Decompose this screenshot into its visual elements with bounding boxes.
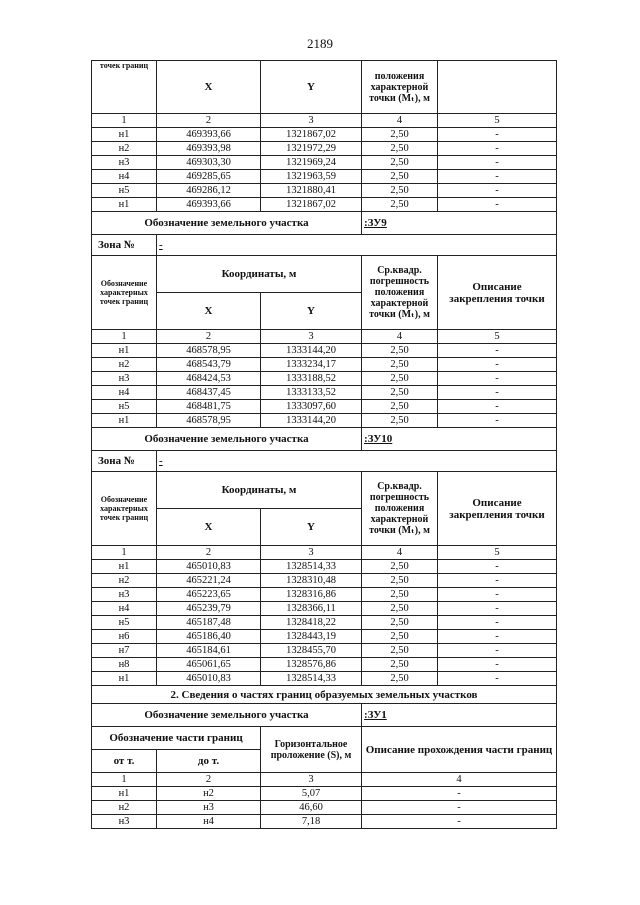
point-id: н5 xyxy=(92,400,157,414)
length-header: Горизонтальное проложение (S), м xyxy=(261,727,362,773)
precision-value: 2,50 xyxy=(362,560,438,574)
parcel-row-zu9 xyxy=(92,212,557,235)
t1-desc-header xyxy=(438,61,557,114)
colnum-3: 3 xyxy=(261,546,362,560)
description-value: - xyxy=(438,588,557,602)
table-row xyxy=(92,644,557,658)
description-value: - xyxy=(438,658,557,672)
point-id: н8 xyxy=(92,658,157,672)
coord-x: 468578,95 xyxy=(157,414,261,428)
precision-value: 2,50 xyxy=(362,184,438,198)
to-point: н2 xyxy=(157,787,261,801)
zone-row-3 xyxy=(92,451,557,472)
colnum-3: 3 xyxy=(261,114,362,128)
part-description-value: - xyxy=(362,801,557,815)
description-value: - xyxy=(438,574,557,588)
t3-colnum-row xyxy=(92,546,557,560)
precision-value: 2,50 xyxy=(362,414,438,428)
point-id: н4 xyxy=(92,386,157,400)
point-id: н3 xyxy=(92,156,157,170)
precision-value: 2,50 xyxy=(362,672,438,686)
coord-y: 1328366,11 xyxy=(261,602,362,616)
coord-y: 1328455,70 xyxy=(261,644,362,658)
coord-x: 469286,12 xyxy=(157,184,261,198)
table-row xyxy=(92,358,557,372)
table-row xyxy=(92,170,557,184)
precision-value: 2,50 xyxy=(362,170,438,184)
boundary-parts-body xyxy=(92,686,557,829)
point-id: н2 xyxy=(92,142,157,156)
description-value: - xyxy=(438,602,557,616)
to-point: н3 xyxy=(157,801,261,815)
colnum-1: 1 xyxy=(92,773,157,787)
t3-desc-header: Описание закрепления точки xyxy=(438,472,557,546)
point-id: н5 xyxy=(92,616,157,630)
t1-point-header: точек границ xyxy=(92,61,157,114)
coord-y: 1328514,33 xyxy=(261,672,362,686)
t3-coords-header: Координаты, м xyxy=(157,472,362,509)
t2-header-row-1 xyxy=(92,256,557,293)
length-value: 5,07 xyxy=(261,787,362,801)
zone-label: Зона № xyxy=(92,235,157,256)
coord-y: 1321867,02 xyxy=(261,198,362,212)
point-id: н7 xyxy=(92,644,157,658)
t1-precision-header: положения характерной точки (Mₜ), м xyxy=(362,61,438,114)
precision-value: 2,50 xyxy=(362,574,438,588)
point-id: н1 xyxy=(92,560,157,574)
section2-colnum-row xyxy=(92,773,557,787)
t2-colnum-row xyxy=(92,330,557,344)
description-value: - xyxy=(438,414,557,428)
coord-x: 465061,65 xyxy=(157,658,261,672)
t2-coords-header: Координаты, м xyxy=(157,256,362,293)
coord-y: 1333133,52 xyxy=(261,386,362,400)
coord-x: 469393,98 xyxy=(157,142,261,156)
colnum-2: 2 xyxy=(157,773,261,787)
colnum-5: 5 xyxy=(438,114,557,128)
coord-y: 1333097,60 xyxy=(261,400,362,414)
coord-y: 1321880,41 xyxy=(261,184,362,198)
point-id: н2 xyxy=(92,358,157,372)
table-row xyxy=(92,630,557,644)
t3-x-header: X xyxy=(157,509,261,546)
coord-x: 469393,66 xyxy=(157,198,261,212)
description-value: - xyxy=(438,198,557,212)
parcel-row-zu10 xyxy=(92,428,557,451)
colnum-1: 1 xyxy=(92,114,157,128)
t2-y-header: Y xyxy=(261,293,362,330)
t2-x-header: X xyxy=(157,293,261,330)
boundary-parts-table xyxy=(91,685,557,829)
point-id: н3 xyxy=(92,588,157,602)
coord-y: 1328316,86 xyxy=(261,588,362,602)
point-id: н2 xyxy=(92,574,157,588)
table-row xyxy=(92,414,557,428)
point-id: н4 xyxy=(92,602,157,616)
colnum-2: 2 xyxy=(157,546,261,560)
coord-x: 465239,79 xyxy=(157,602,261,616)
zone-label: Зона № xyxy=(92,451,157,472)
point-id: н1 xyxy=(92,414,157,428)
table-row xyxy=(92,372,557,386)
zone-row-2 xyxy=(92,235,557,256)
t3-point-header: Обозначение характерных точек границ xyxy=(92,472,157,546)
description-value: - xyxy=(438,630,557,644)
coord-x: 465186,40 xyxy=(157,630,261,644)
precision-value: 2,50 xyxy=(362,630,438,644)
description-value: - xyxy=(438,156,557,170)
table-row xyxy=(92,574,557,588)
table-row xyxy=(92,142,557,156)
coord-y: 1321969,24 xyxy=(261,156,362,170)
table-row xyxy=(92,560,557,574)
table-row xyxy=(92,198,557,212)
precision-value: 2,50 xyxy=(362,358,438,372)
t1-y-header: Y xyxy=(261,61,362,114)
table-row xyxy=(92,156,557,170)
coord-x: 468424,53 xyxy=(157,372,261,386)
precision-value: 2,50 xyxy=(362,344,438,358)
coord-x: 468481,75 xyxy=(157,400,261,414)
coord-x: 465223,65 xyxy=(157,588,261,602)
point-id: н1 xyxy=(92,128,157,142)
from-point: н2 xyxy=(92,801,157,815)
section2-parcel-row xyxy=(92,704,557,727)
t1-x-header: X xyxy=(157,61,261,114)
from-point: н1 xyxy=(92,787,157,801)
coord-y: 1321867,02 xyxy=(261,128,362,142)
length-value: 7,18 xyxy=(261,815,362,829)
table-row xyxy=(92,344,557,358)
coord-y: 1328576,86 xyxy=(261,658,362,672)
point-id: н3 xyxy=(92,372,157,386)
t2-precision-header: Ср.квадр. погрешность положения характерной точки (Mₜ), м xyxy=(362,256,438,330)
coord-x: 465010,83 xyxy=(157,560,261,574)
colnum-3: 3 xyxy=(261,330,362,344)
t1-header-row xyxy=(92,61,557,114)
coord-y: 1328418,22 xyxy=(261,616,362,630)
colnum-3: 3 xyxy=(261,773,362,787)
coord-x: 469303,30 xyxy=(157,156,261,170)
table-row xyxy=(92,672,557,686)
description-value: - xyxy=(438,184,557,198)
point-id: н1 xyxy=(92,198,157,212)
table-row xyxy=(92,801,557,815)
coord-y: 1333234,17 xyxy=(261,358,362,372)
table-row xyxy=(92,128,557,142)
description-value: - xyxy=(438,400,557,414)
table-row xyxy=(92,658,557,672)
from-point: н3 xyxy=(92,815,157,829)
colnum-4: 4 xyxy=(362,114,438,128)
section-title: 2. Сведения о частях границ образуемых земельных участков xyxy=(92,686,557,704)
t2-desc-header: Описание закрепления точки xyxy=(438,256,557,330)
point-id: н4 xyxy=(92,170,157,184)
table-row xyxy=(92,616,557,630)
precision-value: 2,50 xyxy=(362,588,438,602)
precision-value: 2,50 xyxy=(362,386,438,400)
table-row xyxy=(92,787,557,801)
coord-y: 1333144,20 xyxy=(261,414,362,428)
colnum-1: 1 xyxy=(92,546,157,560)
parcel-value: :ЗУ10 xyxy=(362,428,557,451)
coord-x: 468578,95 xyxy=(157,344,261,358)
description-value: - xyxy=(438,358,557,372)
coord-x: 469285,65 xyxy=(157,170,261,184)
precision-value: 2,50 xyxy=(362,602,438,616)
point-id: н5 xyxy=(92,184,157,198)
point-id: н1 xyxy=(92,344,157,358)
coord-y: 1333144,20 xyxy=(261,344,362,358)
part-description-value: - xyxy=(362,787,557,801)
page-number: 2189 xyxy=(307,36,333,51)
part-desc-header: Описание прохождения части границ xyxy=(362,727,557,773)
table-row xyxy=(92,386,557,400)
colnum-4: 4 xyxy=(362,546,438,560)
coord-x: 469393,66 xyxy=(157,128,261,142)
precision-value: 2,50 xyxy=(362,198,438,212)
colnum-4: 4 xyxy=(362,330,438,344)
precision-value: 2,50 xyxy=(362,128,438,142)
description-value: - xyxy=(438,386,557,400)
description-value: - xyxy=(438,616,557,630)
parcel-label: Обозначение земельного участка xyxy=(92,704,362,727)
parcel-label: Обозначение земельного участка xyxy=(92,428,362,451)
parcel-value: :ЗУ9 xyxy=(362,212,557,235)
table-row xyxy=(92,815,557,829)
colnum-5: 5 xyxy=(438,330,557,344)
coord-y: 1333188,52 xyxy=(261,372,362,386)
colnum-5: 5 xyxy=(438,546,557,560)
part-label-header: Обозначение части границ xyxy=(92,727,261,750)
part-description-value: - xyxy=(362,815,557,829)
colnum-4: 4 xyxy=(362,773,557,787)
table-row xyxy=(92,184,557,198)
coord-y: 1328310,48 xyxy=(261,574,362,588)
precision-value: 2,50 xyxy=(362,142,438,156)
zone-value: - xyxy=(157,235,557,256)
coord-y: 1321972,29 xyxy=(261,142,362,156)
description-value: - xyxy=(438,128,557,142)
coord-y: 1328514,33 xyxy=(261,560,362,574)
coord-x: 465184,61 xyxy=(157,644,261,658)
to-point: н4 xyxy=(157,815,261,829)
parcel-value: :ЗУ1 xyxy=(362,704,557,727)
t2-point-header: Обозначение характерных точек границ xyxy=(92,256,157,330)
section2-title-row xyxy=(92,686,557,704)
t1-colnum-row xyxy=(92,114,557,128)
coord-x: 465187,48 xyxy=(157,616,261,630)
precision-value: 2,50 xyxy=(362,156,438,170)
description-value: - xyxy=(438,142,557,156)
description-value: - xyxy=(438,560,557,574)
colnum-2: 2 xyxy=(157,114,261,128)
table-body xyxy=(92,61,557,686)
table-row xyxy=(92,588,557,602)
coord-y: 1328443,19 xyxy=(261,630,362,644)
coord-x: 468543,79 xyxy=(157,358,261,372)
from-header: от т. xyxy=(92,750,157,773)
t3-header-row-1 xyxy=(92,472,557,509)
coord-y: 1321963,59 xyxy=(261,170,362,184)
precision-value: 2,50 xyxy=(362,658,438,672)
t3-precision-header: Ср.квадр. погрешность положения характерной точки (Mₜ), м xyxy=(362,472,438,546)
coordinates-table xyxy=(91,60,557,686)
section2-header-row-1 xyxy=(92,727,557,750)
point-id: н1 xyxy=(92,672,157,686)
colnum-1: 1 xyxy=(92,330,157,344)
t3-y-header: Y xyxy=(261,509,362,546)
description-value: - xyxy=(438,644,557,658)
zone-value: - xyxy=(157,451,557,472)
description-value: - xyxy=(438,344,557,358)
document-body xyxy=(91,60,556,829)
coord-x: 468437,45 xyxy=(157,386,261,400)
length-value: 46,60 xyxy=(261,801,362,815)
coord-x: 465010,83 xyxy=(157,672,261,686)
table-row xyxy=(92,400,557,414)
description-value: - xyxy=(438,372,557,386)
precision-value: 2,50 xyxy=(362,372,438,386)
precision-value: 2,50 xyxy=(362,644,438,658)
colnum-2: 2 xyxy=(157,330,261,344)
coord-x: 465221,24 xyxy=(157,574,261,588)
precision-value: 2,50 xyxy=(362,616,438,630)
precision-value: 2,50 xyxy=(362,400,438,414)
description-value: - xyxy=(438,672,557,686)
to-header: до т. xyxy=(157,750,261,773)
table-row xyxy=(92,602,557,616)
description-value: - xyxy=(438,170,557,184)
point-id: н6 xyxy=(92,630,157,644)
parcel-label: Обозначение земельного участка xyxy=(92,212,362,235)
